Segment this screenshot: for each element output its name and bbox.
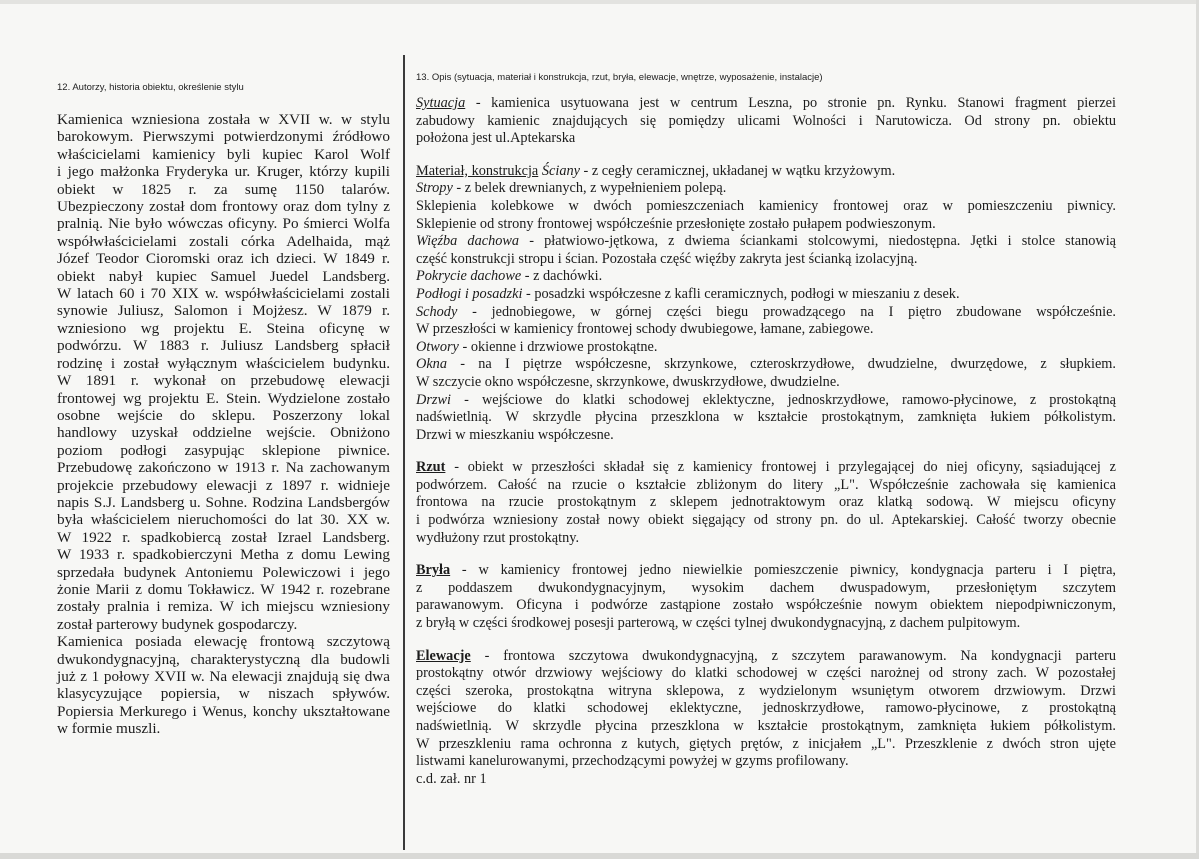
history-line: Kamienica wzniesiona została w XVII w. w stylu [57,111,390,128]
elewacje-line: W przeszkleniu rama ochronna z kutych, giętych prętów, z inicjałem „L". Przeszklenie z dwóch stron ujęte [416,735,1116,752]
history-column [57,82,390,738]
history-line: dwukondygnacyjną, charakterystyczną dla budowli [57,650,390,668]
history-line: była właścicielem nieruchomości do lat 30. XX w. [57,511,390,529]
drzwi-text: - wejściowe do klatki schodowej eklektyczne, jednoskrzydłowe, ramowo-płycinowe, z prostokątną [450,391,1116,408]
history-line: handlowy uzyskał oddzielne wejście. Obniżono [57,424,390,442]
bryla-paragraph [416,562,1116,632]
sytuacja-term: Sytuacja [416,95,466,111]
description-text [416,95,1116,788]
continuation-note: c.d. zał. nr 1 [416,770,487,787]
rzut-line: wydłużony rzut prostokątny. [416,529,580,546]
sytuacja-line: położona jest ul.Aptekarska [416,130,576,147]
history-line: napis S.J. Landsberg u. Sohne. Rodzina Landsbergów [57,493,390,511]
elewacje-line: listwami kanelurowanymi, przechodzącymi powyżej w gzyms profilowany. [416,753,849,770]
history-line: Popiersia Merkurego i Wenus, konchy ukształtowane [57,702,390,720]
bryla-line: z bryłą w części środkowej posesji parterową, w części tylnej dwukondygnacyjną, z dachem pulpitowym. [416,615,1021,632]
history-line: W latach 60 i 70 XIX w. współwłaścicielami zostali [57,285,390,303]
history-line: współwłaścicielami zostali córka Adelhaida, mąż [57,232,390,250]
rzut-line: i podwórza wzniesiony został nowy obiekt sięgający od strony pn. do ul. Aptekarskiej. Całość tworzy obecnie [416,512,1116,529]
bryla-line: parawanowym. Oficyna i podwórze zastąpione zostało współcześnie nowym obiektem niepodpiwniczonym, [416,597,1116,614]
okna-term: Okna [416,356,447,373]
stropy-term: Stropy [416,180,453,197]
schody-line: W przeszłości w kamienicy frontowej schody dwubiegowe, łamane, zabiegowe. [416,321,874,338]
section-12-header: 12. Autorzy, historia obiektu, określenie stylu [57,82,244,93]
description-column [416,72,1116,788]
sytuacja-line: - kamienica usytuowana jest w centrum Leszna, po stronie pn. Rynku. Stanowi fragment pierzei [465,95,1116,111]
wiezba-term: Więźba dachowa [416,233,520,250]
history-line: frontowej wg projektu E. Stein. Wydzielone zostało [57,389,390,407]
rzut-paragraph [416,459,1116,547]
history-line: barokowym. Pierwszymi potwierdzonymi źródłowo [57,128,390,146]
history-line: poziom podłogi zasypując sklepione piwnice. [57,441,390,459]
history-line: wzniesiono wg projektu E. Steina oficynę w [57,319,390,337]
history-line: żonie Marii z domu Tokławicz. W 1942 r. rozebrane [57,580,390,598]
elewacje-term: Elewacje [416,647,471,664]
history-line: i jego małżonka Fryderyka ur. Kruger, którzy kupili [57,163,390,181]
bryla-term: Bryła [416,562,451,579]
history-line: Kamienica posiada elewację frontową szczytową [57,633,390,651]
column-divider [403,55,405,850]
history-line: podwórzu. W 1883 r. Juliusz Landsberg spłacił [57,337,390,355]
history-line: rodzinę i został wyłącznym właścicielem budynku. [57,354,390,372]
sklepienia-line: Sklepienia kolebkowe w dwóch pomieszczeniach kamienicy frontowej oraz w pomieszczeniu piwnicy. [416,197,1116,214]
history-line: W 1933 r. spadkobierczyni Metha z domu Lewing [57,546,390,564]
history-line: właścicielami kamienicy byli kupiec Karol Wolf [57,145,390,163]
scan-bottom-edge [0,853,1199,859]
rzut-line: podwórzem. Całość na rzucie o kształcie zbliżonym do litery „L". Współcześnie zachowała się kamienica [416,476,1116,493]
pokrycie-text: - z dachówki. [521,268,603,285]
material-paragraph [416,163,1116,445]
history-line: obiekt w 1825 r. za sumę 1150 talarów. [57,180,390,198]
elewacje-line: prostokątny otwór drzwiowy wejściowy do klatki schodowej w części narożnej od strony zach. W pozostałej [416,665,1116,682]
history-line: klasycyzujące popiersia, w niszach spływów. [57,685,390,703]
schody-term: Schody [416,303,458,320]
sciany-term: Ściany [541,162,580,179]
elewacje-line: nadświetlnią. W skrzydle płycina przeszklona w kształcie prostokątnym, zamknięta łukiem półkolistym. [416,718,1116,734]
elewacje-line: wejściowe do klatki schodowej eklektyczne, jednoskrzydłowe, ramowo-płycinowe, z prostokątną [416,700,1116,717]
sciany-text: - z cegły ceramicznej, układanej w wątku krzyżowym. [579,162,896,179]
stropy-text: - z belek drewnianych, z wypełnieniem polepą. [452,180,727,197]
material-term: Materiał, konstrukcja [416,162,539,179]
otwory-text: - okienne i drzwiowe prostokątne. [458,338,658,355]
section-13-header: 13. Opis (sytuacja, materiał i konstrukcja, rzut, bryła, elewacje, wnętrze, wyposażenie, instalacje) [416,72,823,83]
okna-text: - na I piętrze współczesne, skrzynkowe, czteroskrzydłowe, dwudzielne, dwurzędowe, z słupkiem. [446,356,1116,373]
rzut-term: Rzut [416,459,446,476]
bryla-text: - w kamienicy frontowej jedno niewielkie pomieszczenie piwnicy, kondygnacja parteru i I piętra, [450,562,1116,579]
history-line: W 1891 r. wykonał on przebudowę elewacji [57,372,390,390]
okna-line: W szczycie okno współczesne, skrzynkowe, dwuskrzydłowe, dwudzielne. [416,373,840,390]
history-line: W 1922 r. spadkobiercą został Izrael Landsberg. [57,528,390,546]
scan-top-edge [0,0,1199,4]
history-line: sprzedała budynek Antoniemu Polewiczowi i jego [57,563,390,581]
history-line: synowie Juliusz, Salomon i Mojżesz. W 1879 r. [57,302,390,320]
drzwi-line: Drzwi w mieszkaniu współczesne. [416,426,614,443]
history-line: został parterowy budynek gospodarczy. [57,615,298,633]
sytuacja-line: zabudowy kamienic znajdujących się pomiędzy ulicami Wolności i Narutowicza. Od strony pn. obiektu [416,112,1116,129]
drzwi-term: Drzwi [416,391,451,408]
history-line: zostały pralnia i remiza. W ich miejscu wzniesiony [57,598,390,616]
elewacje-text: - frontowa szczytowa dwukondygnacyjną, z szczytem parawanowym. Na kondygnacji parteru [470,647,1116,664]
history-text [57,111,390,738]
history-line: pralnią. Nie było wówczas oficyny. Po śmierci Wolfa [57,215,390,233]
history-line: w formie muszli. [57,720,161,738]
elewacje-line: części szeroka, prostokątna witryna sklepowa, z wydzielonym wsuniętym otworem drzwiowym. Drzwi [416,682,1116,699]
pokrycie-term: Pokrycie dachowe [416,268,522,285]
history-line: już z 1 połowy XVII w. Na elewacji znajdują się dwa [57,668,390,685]
rzut-text: - obiekt w przeszłości składał się z kamienicy frontowej i przylegającej do niej oficyny, sąsiadującej z [445,459,1116,476]
rzut-line: frontowa na rzucie prostokątnym z sklepem jednotraktowym oraz klatką sodową. W miejscu oficyny [416,494,1116,511]
history-line: Józef Teodor Cioromski oraz ich dzieci. W 1849 r. [57,250,390,268]
podlogi-term: Podłogi i posadzki [416,285,523,302]
otwory-term: Otwory [416,338,459,355]
elewacje-paragraph [416,648,1116,789]
history-line: Przebudowę zakończono w 1913 r. Na zachowanym [57,459,390,477]
wiezba-text: - płatwiowo-jętkowa, z dwiema ściankami stolcowymi, niedostępna. Jętki i stolce stanowią [519,233,1117,250]
history-line: obiekt nabył kupiec Samuel Juedel Landsberg. [57,267,390,285]
bryla-line: z poddaszem dwukondygnacyjnym, wysokim dachem dwuspadowym, przesłoniętym szczytem [416,579,1116,596]
history-line: Ubezpieczony został dom frontowy oraz dom tylny z [57,198,390,216]
podlogi-text: - posadzki współczesne z kafli ceramicznych, podłogi w mieszaniu z desek. [522,285,960,302]
wiezba-line: część konstrukcji stropu i ścian. Pozostała część więźby zakryta jest ścianką izolacyjną. [416,250,918,267]
sklepienia-line: Sklepienie od strony frontowej współcześnie przesłonięte zostało pułapem podwieszonym. [416,215,936,232]
history-line: projekcie przebudowy elewacji z 1897 r. widnieje [57,476,390,494]
schody-text: - jednobiegowe, w górnej części biegu prowadzącego na I piętro zbudowane współcześnie. [457,303,1116,320]
sytuacja-paragraph [416,95,1116,148]
history-line: osobne wejście do sklepu. Poszerzony lokal [57,406,390,424]
drzwi-line: nadświetlnią. W skrzydle płycina przeszklona w kształcie prostokątnym, zamknięta łukiem półkolistym. [416,409,1116,426]
